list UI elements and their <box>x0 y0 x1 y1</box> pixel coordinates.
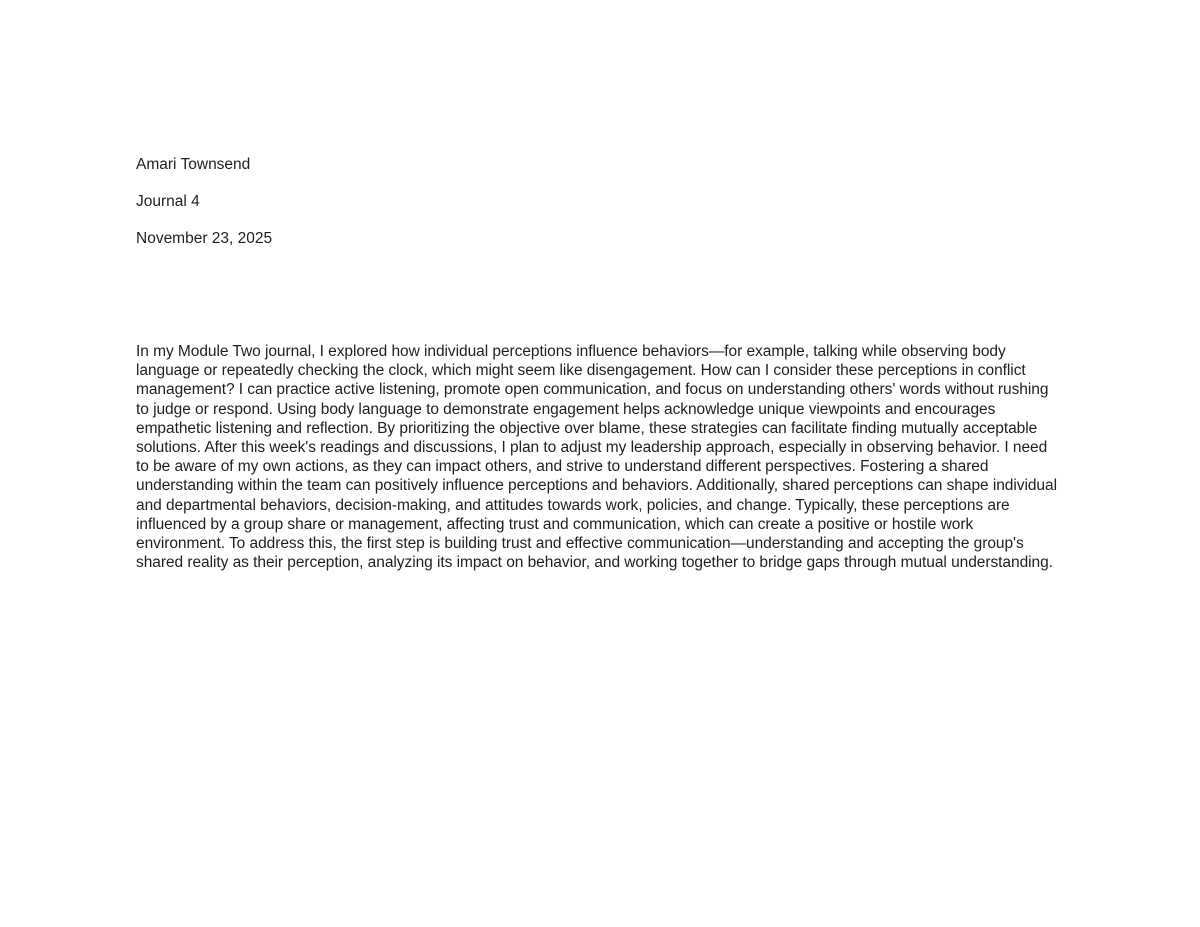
journal-body-paragraph: In my Module Two journal, I explored how individual perceptions influence behaviors—for example, talking while observing body language or repeatedly checking the clock, which might seem like disengagement. How can I consider these perceptions in conflict management? I can practice active listening, promote open communication, and focus on understanding others' words without rushing to judge or respond. Using body language to demonstrate engagement helps acknowledge unique viewpoints and encourages empathetic listening and reflection. By prioritizing the objective over blame, these strategies can facilitate finding mutually acceptable solutions. After this week's readings and discussions, I plan to adjust my leadership approach, especially in observing behavior. I need to be aware of my own actions, as they can impact others, and strive to understand different perspectives. Fostering a shared understanding within the team can positively influence perceptions and behaviors. Additionally, shared perceptions can shape individual and departmental behaviors, decision-making, and attitudes towards work, policies, and change. Typically, these perceptions are influenced by a group share or management, affecting trust and communication, which can create a positive or hostile work environment. To address this, the first step is building trust and effective communication—understanding and accepting the group's shared reality as their perception, analyzing its impact on behavior, and working together to bridge gaps through mutual understanding. <box>136 343 1057 572</box>
assignment-title: Journal 4 <box>136 193 200 210</box>
author-name: Amari Townsend <box>136 156 251 173</box>
document-date: November 23, 2025 <box>136 230 273 247</box>
